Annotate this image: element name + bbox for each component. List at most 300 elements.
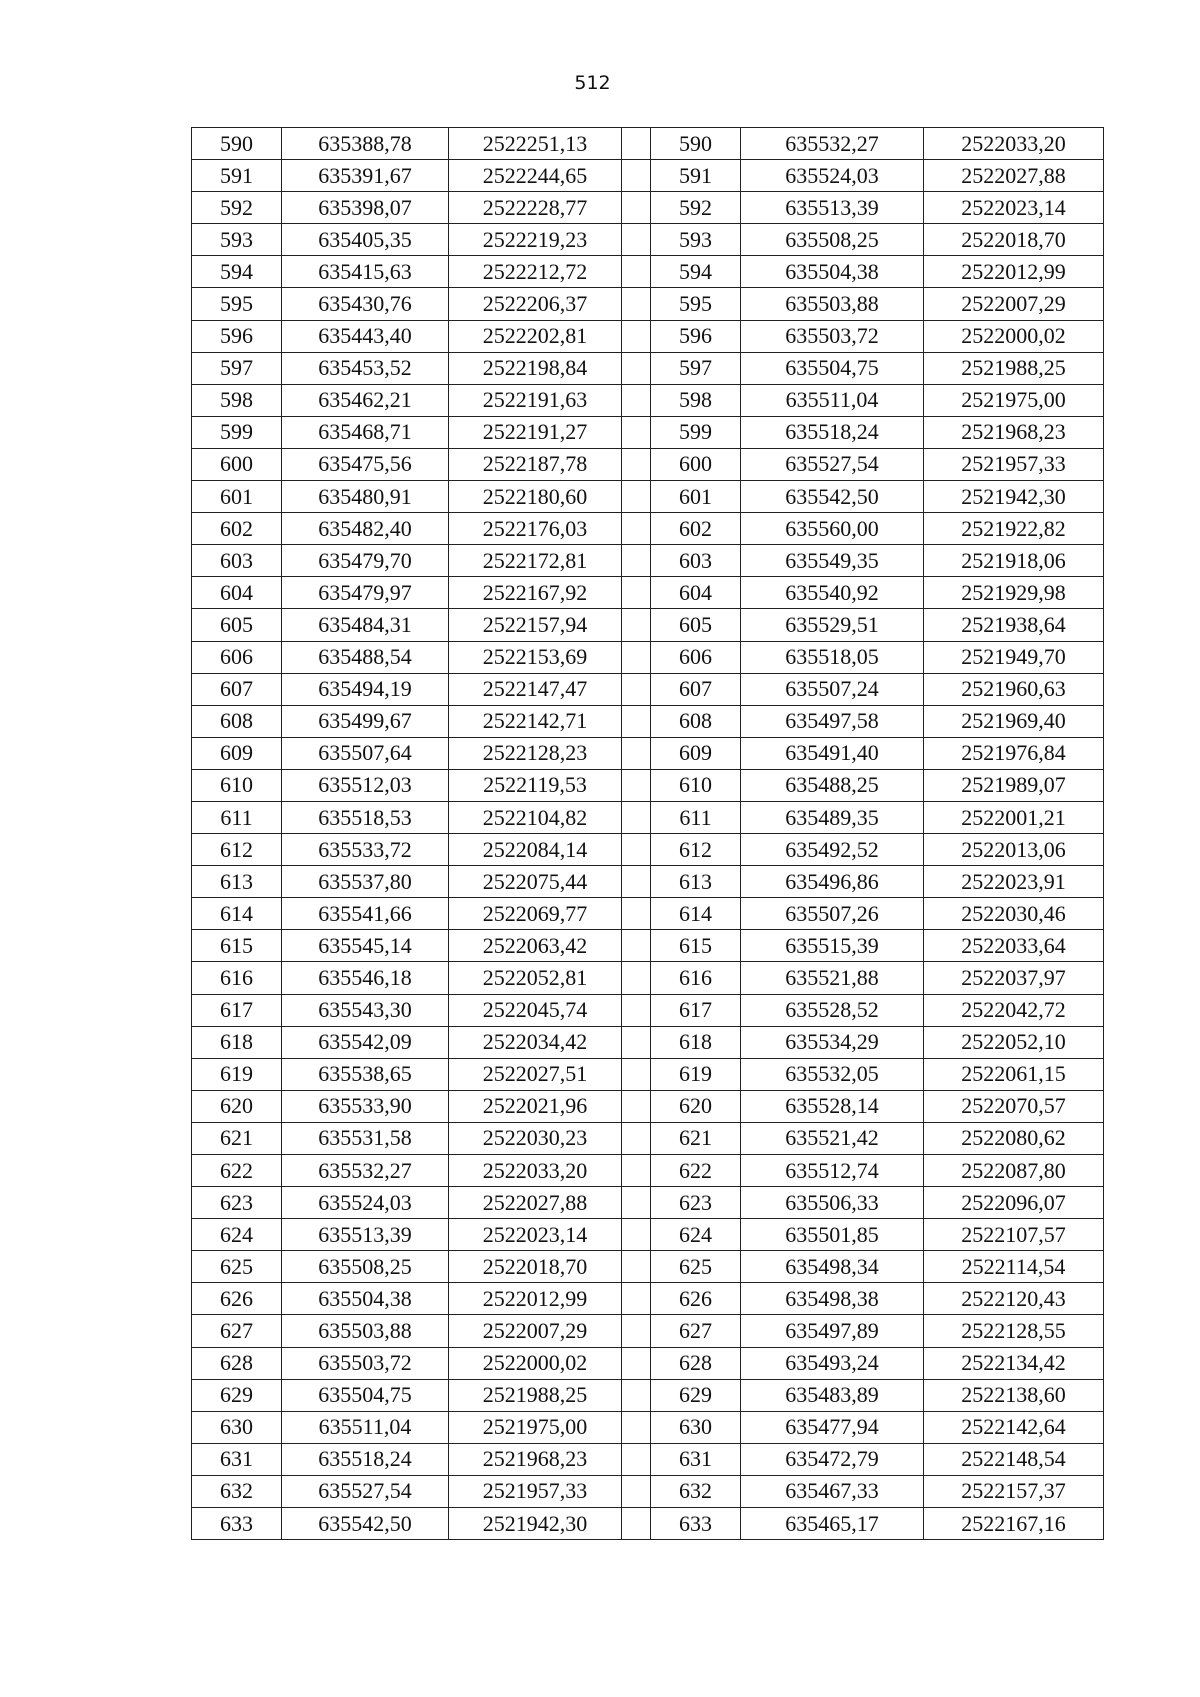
point-number-left-cell: 600 [192, 448, 282, 480]
point-number-left-cell: 633 [192, 1508, 282, 1540]
separator-cell [622, 352, 651, 384]
point-number-left-cell: 618 [192, 1026, 282, 1058]
table-row [192, 1058, 1104, 1090]
x-coordinate-right-cell: 635527,54 [741, 448, 924, 480]
x-coordinate-right-cell: 635529,51 [741, 609, 924, 641]
point-number-right-cell: 624 [651, 1219, 741, 1251]
y-coordinate-right-cell: 2522070,57 [924, 1090, 1104, 1122]
separator-cell [622, 1122, 651, 1154]
x-coordinate-right-cell: 635508,25 [741, 224, 924, 256]
y-coordinate-left-cell: 2522172,81 [449, 545, 622, 577]
separator-cell [622, 160, 651, 192]
point-number-right-cell: 615 [651, 930, 741, 962]
separator-cell [622, 128, 651, 160]
point-number-left-cell: 615 [192, 930, 282, 962]
x-coordinate-left-cell: 635527,54 [282, 1475, 449, 1507]
point-number-right-cell: 616 [651, 962, 741, 994]
x-coordinate-right-cell: 635491,40 [741, 737, 924, 769]
table-row [192, 352, 1104, 384]
y-coordinate-left-cell: 2522206,37 [449, 288, 622, 320]
point-number-right-cell: 594 [651, 256, 741, 288]
x-coordinate-left-cell: 635513,39 [282, 1219, 449, 1251]
x-coordinate-right-cell: 635521,88 [741, 962, 924, 994]
y-coordinate-right-cell: 2522013,06 [924, 834, 1104, 866]
x-coordinate-left-cell: 635508,25 [282, 1251, 449, 1283]
x-coordinate-left-cell: 635479,97 [282, 577, 449, 609]
x-coordinate-right-cell: 635532,05 [741, 1058, 924, 1090]
x-coordinate-right-cell: 635512,74 [741, 1155, 924, 1187]
separator-cell [622, 545, 651, 577]
x-coordinate-left-cell: 635475,56 [282, 448, 449, 480]
separator-cell [622, 1155, 651, 1187]
table-row [192, 320, 1104, 352]
table-row [192, 192, 1104, 224]
x-coordinate-right-cell: 635498,34 [741, 1251, 924, 1283]
point-number-left-cell: 602 [192, 513, 282, 545]
table-row [192, 416, 1104, 448]
table-row [192, 705, 1104, 737]
y-coordinate-left-cell: 2522030,23 [449, 1122, 622, 1154]
y-coordinate-right-cell: 2521942,30 [924, 481, 1104, 513]
separator-cell [622, 1315, 651, 1347]
y-coordinate-left-cell: 2522157,94 [449, 609, 622, 641]
y-coordinate-left-cell: 2522198,84 [449, 352, 622, 384]
y-coordinate-left-cell: 2522167,92 [449, 577, 622, 609]
y-coordinate-right-cell: 2522138,60 [924, 1379, 1104, 1411]
page-number: 512 [574, 72, 611, 94]
x-coordinate-right-cell: 635504,75 [741, 352, 924, 384]
x-coordinate-left-cell: 635511,04 [282, 1411, 449, 1443]
point-number-left-cell: 612 [192, 834, 282, 866]
separator-cell [622, 577, 651, 609]
y-coordinate-left-cell: 2522191,63 [449, 384, 622, 416]
x-coordinate-left-cell: 635503,72 [282, 1347, 449, 1379]
x-coordinate-right-cell: 635503,72 [741, 320, 924, 352]
x-coordinate-left-cell: 635443,40 [282, 320, 449, 352]
y-coordinate-right-cell: 2521968,23 [924, 416, 1104, 448]
x-coordinate-left-cell: 635480,91 [282, 481, 449, 513]
point-number-right-cell: 593 [651, 224, 741, 256]
point-number-left-cell: 620 [192, 1090, 282, 1122]
x-coordinate-left-cell: 635542,50 [282, 1508, 449, 1540]
x-coordinate-right-cell: 635511,04 [741, 384, 924, 416]
point-number-right-cell: 619 [651, 1058, 741, 1090]
table-row [192, 577, 1104, 609]
x-coordinate-right-cell: 635493,24 [741, 1347, 924, 1379]
x-coordinate-left-cell: 635462,21 [282, 384, 449, 416]
separator-cell [622, 930, 651, 962]
point-number-left-cell: 597 [192, 352, 282, 384]
y-coordinate-left-cell: 2522075,44 [449, 866, 622, 898]
separator-cell [622, 224, 651, 256]
table-row [192, 384, 1104, 416]
y-coordinate-right-cell: 2522033,20 [924, 128, 1104, 160]
point-number-left-cell: 592 [192, 192, 282, 224]
x-coordinate-left-cell: 635388,78 [282, 128, 449, 160]
separator-cell [622, 994, 651, 1026]
point-number-right-cell: 628 [651, 1347, 741, 1379]
point-number-right-cell: 620 [651, 1090, 741, 1122]
x-coordinate-right-cell: 635532,27 [741, 128, 924, 160]
y-coordinate-right-cell: 2522142,64 [924, 1411, 1104, 1443]
point-number-right-cell: 608 [651, 705, 741, 737]
y-coordinate-left-cell: 2522251,13 [449, 128, 622, 160]
x-coordinate-left-cell: 635479,70 [282, 545, 449, 577]
point-number-left-cell: 630 [192, 1411, 282, 1443]
y-coordinate-left-cell: 2521957,33 [449, 1475, 622, 1507]
point-number-left-cell: 625 [192, 1251, 282, 1283]
x-coordinate-right-cell: 635515,39 [741, 930, 924, 962]
point-number-right-cell: 625 [651, 1251, 741, 1283]
table-row [192, 930, 1104, 962]
point-number-right-cell: 598 [651, 384, 741, 416]
x-coordinate-right-cell: 635465,17 [741, 1508, 924, 1540]
y-coordinate-left-cell: 2522119,53 [449, 769, 622, 801]
x-coordinate-right-cell: 635518,24 [741, 416, 924, 448]
x-coordinate-right-cell: 635507,24 [741, 673, 924, 705]
point-number-left-cell: 622 [192, 1155, 282, 1187]
y-coordinate-right-cell: 2522148,54 [924, 1443, 1104, 1475]
separator-cell [622, 416, 651, 448]
x-coordinate-right-cell: 635501,85 [741, 1219, 924, 1251]
point-number-left-cell: 596 [192, 320, 282, 352]
table-row [192, 994, 1104, 1026]
separator-cell [622, 834, 651, 866]
x-coordinate-right-cell: 635534,29 [741, 1026, 924, 1058]
y-coordinate-right-cell: 2521938,64 [924, 609, 1104, 641]
separator-cell [622, 801, 651, 833]
x-coordinate-left-cell: 635488,54 [282, 641, 449, 673]
x-coordinate-right-cell: 635507,26 [741, 898, 924, 930]
x-coordinate-left-cell: 635391,67 [282, 160, 449, 192]
table-row [192, 448, 1104, 480]
point-number-left-cell: 623 [192, 1187, 282, 1219]
y-coordinate-right-cell: 2522096,07 [924, 1187, 1104, 1219]
table-row [192, 962, 1104, 994]
y-coordinate-right-cell: 2522128,55 [924, 1315, 1104, 1347]
point-number-left-cell: 607 [192, 673, 282, 705]
point-number-left-cell: 614 [192, 898, 282, 930]
x-coordinate-left-cell: 635542,09 [282, 1026, 449, 1058]
x-coordinate-left-cell: 635524,03 [282, 1187, 449, 1219]
table-row [192, 898, 1104, 930]
y-coordinate-left-cell: 2522187,78 [449, 448, 622, 480]
y-coordinate-right-cell: 2522012,99 [924, 256, 1104, 288]
point-number-right-cell: 601 [651, 481, 741, 513]
y-coordinate-right-cell: 2521969,40 [924, 705, 1104, 737]
y-coordinate-right-cell: 2522033,64 [924, 930, 1104, 962]
table-row [192, 160, 1104, 192]
x-coordinate-right-cell: 635488,25 [741, 769, 924, 801]
y-coordinate-left-cell: 2522018,70 [449, 1251, 622, 1283]
x-coordinate-right-cell: 635513,39 [741, 192, 924, 224]
table-row [192, 737, 1104, 769]
point-number-left-cell: 606 [192, 641, 282, 673]
point-number-left-cell: 619 [192, 1058, 282, 1090]
y-coordinate-left-cell: 2522063,42 [449, 930, 622, 962]
point-number-left-cell: 617 [192, 994, 282, 1026]
point-number-left-cell: 601 [192, 481, 282, 513]
y-coordinate-left-cell: 2522128,23 [449, 737, 622, 769]
table-row [192, 1090, 1104, 1122]
point-number-right-cell: 591 [651, 160, 741, 192]
point-number-left-cell: 629 [192, 1379, 282, 1411]
y-coordinate-left-cell: 2522176,03 [449, 513, 622, 545]
y-coordinate-left-cell: 2522147,47 [449, 673, 622, 705]
y-coordinate-left-cell: 2522021,96 [449, 1090, 622, 1122]
point-number-right-cell: 627 [651, 1315, 741, 1347]
table-row [192, 1315, 1104, 1347]
table-row [192, 866, 1104, 898]
point-number-left-cell: 599 [192, 416, 282, 448]
x-coordinate-left-cell: 635504,38 [282, 1283, 449, 1315]
separator-cell [622, 1508, 651, 1540]
point-number-left-cell: 595 [192, 288, 282, 320]
y-coordinate-left-cell: 2522142,71 [449, 705, 622, 737]
separator-cell [622, 1283, 651, 1315]
x-coordinate-left-cell: 635484,31 [282, 609, 449, 641]
x-coordinate-right-cell: 635528,52 [741, 994, 924, 1026]
point-number-right-cell: 590 [651, 128, 741, 160]
point-number-right-cell: 631 [651, 1443, 741, 1475]
x-coordinate-right-cell: 635497,89 [741, 1315, 924, 1347]
separator-cell [622, 673, 651, 705]
table-row [192, 1122, 1104, 1154]
y-coordinate-left-cell: 2522045,74 [449, 994, 622, 1026]
separator-cell [622, 481, 651, 513]
y-coordinate-right-cell: 2521989,07 [924, 769, 1104, 801]
separator-cell [622, 641, 651, 673]
point-number-left-cell: 594 [192, 256, 282, 288]
x-coordinate-right-cell: 635467,33 [741, 1475, 924, 1507]
y-coordinate-right-cell: 2522080,62 [924, 1122, 1104, 1154]
point-number-left-cell: 590 [192, 128, 282, 160]
x-coordinate-right-cell: 635524,03 [741, 160, 924, 192]
point-number-left-cell: 611 [192, 801, 282, 833]
coordinates-table [191, 127, 1104, 1540]
point-number-left-cell: 624 [192, 1219, 282, 1251]
table-row [192, 224, 1104, 256]
x-coordinate-left-cell: 635499,67 [282, 705, 449, 737]
y-coordinate-right-cell: 2521929,98 [924, 577, 1104, 609]
x-coordinate-left-cell: 635518,24 [282, 1443, 449, 1475]
y-coordinate-right-cell: 2521960,63 [924, 673, 1104, 705]
y-coordinate-right-cell: 2522023,14 [924, 192, 1104, 224]
x-coordinate-left-cell: 635533,72 [282, 834, 449, 866]
x-coordinate-left-cell: 635507,64 [282, 737, 449, 769]
y-coordinate-right-cell: 2521949,70 [924, 641, 1104, 673]
x-coordinate-left-cell: 635545,14 [282, 930, 449, 962]
table-row [192, 641, 1104, 673]
separator-cell [622, 737, 651, 769]
y-coordinate-right-cell: 2522114,54 [924, 1251, 1104, 1283]
point-number-right-cell: 623 [651, 1187, 741, 1219]
x-coordinate-left-cell: 635453,52 [282, 352, 449, 384]
y-coordinate-left-cell: 2522007,29 [449, 1315, 622, 1347]
separator-cell [622, 1026, 651, 1058]
x-coordinate-right-cell: 635560,00 [741, 513, 924, 545]
x-coordinate-left-cell: 635512,03 [282, 769, 449, 801]
table-row [192, 128, 1104, 160]
point-number-right-cell: 621 [651, 1122, 741, 1154]
point-number-right-cell: 592 [651, 192, 741, 224]
x-coordinate-right-cell: 635477,94 [741, 1411, 924, 1443]
x-coordinate-left-cell: 635398,07 [282, 192, 449, 224]
y-coordinate-right-cell: 2522157,37 [924, 1475, 1104, 1507]
y-coordinate-left-cell: 2522034,42 [449, 1026, 622, 1058]
point-number-right-cell: 622 [651, 1155, 741, 1187]
point-number-right-cell: 604 [651, 577, 741, 609]
x-coordinate-left-cell: 635541,66 [282, 898, 449, 930]
y-coordinate-right-cell: 2522167,16 [924, 1508, 1104, 1540]
y-coordinate-right-cell: 2522061,15 [924, 1058, 1104, 1090]
point-number-right-cell: 606 [651, 641, 741, 673]
separator-cell [622, 320, 651, 352]
separator-cell [622, 898, 651, 930]
point-number-right-cell: 597 [651, 352, 741, 384]
x-coordinate-left-cell: 635415,63 [282, 256, 449, 288]
point-number-right-cell: 605 [651, 609, 741, 641]
separator-cell [622, 256, 651, 288]
x-coordinate-left-cell: 635430,76 [282, 288, 449, 320]
x-coordinate-right-cell: 635504,38 [741, 256, 924, 288]
y-coordinate-left-cell: 2522012,99 [449, 1283, 622, 1315]
separator-cell [622, 1219, 651, 1251]
point-number-right-cell: 611 [651, 801, 741, 833]
x-coordinate-right-cell: 635542,50 [741, 481, 924, 513]
x-coordinate-left-cell: 635482,40 [282, 513, 449, 545]
y-coordinate-right-cell: 2522052,10 [924, 1026, 1104, 1058]
x-coordinate-right-cell: 635518,05 [741, 641, 924, 673]
separator-cell [622, 1058, 651, 1090]
table-row [192, 1379, 1104, 1411]
point-number-right-cell: 600 [651, 448, 741, 480]
point-number-right-cell: 626 [651, 1283, 741, 1315]
x-coordinate-left-cell: 635494,19 [282, 673, 449, 705]
point-number-left-cell: 593 [192, 224, 282, 256]
y-coordinate-right-cell: 2522023,91 [924, 866, 1104, 898]
separator-cell [622, 609, 651, 641]
separator-cell [622, 1379, 651, 1411]
separator-cell [622, 1411, 651, 1443]
x-coordinate-left-cell: 635533,90 [282, 1090, 449, 1122]
y-coordinate-left-cell: 2522219,23 [449, 224, 622, 256]
point-number-right-cell: 595 [651, 288, 741, 320]
y-coordinate-right-cell: 2522042,72 [924, 994, 1104, 1026]
x-coordinate-right-cell: 635489,35 [741, 801, 924, 833]
y-coordinate-left-cell: 2522180,60 [449, 481, 622, 513]
table-row [192, 1219, 1104, 1251]
point-number-left-cell: 591 [192, 160, 282, 192]
separator-cell [622, 1090, 651, 1122]
x-coordinate-left-cell: 635537,80 [282, 866, 449, 898]
y-coordinate-left-cell: 2522153,69 [449, 641, 622, 673]
point-number-left-cell: 627 [192, 1315, 282, 1347]
x-coordinate-left-cell: 635546,18 [282, 962, 449, 994]
point-number-right-cell: 613 [651, 866, 741, 898]
x-coordinate-left-cell: 635503,88 [282, 1315, 449, 1347]
point-number-left-cell: 631 [192, 1443, 282, 1475]
x-coordinate-left-cell: 635543,30 [282, 994, 449, 1026]
point-number-left-cell: 605 [192, 609, 282, 641]
y-coordinate-left-cell: 2521968,23 [449, 1443, 622, 1475]
y-coordinate-right-cell: 2522018,70 [924, 224, 1104, 256]
point-number-left-cell: 632 [192, 1475, 282, 1507]
x-coordinate-left-cell: 635468,71 [282, 416, 449, 448]
point-number-right-cell: 632 [651, 1475, 741, 1507]
separator-cell [622, 962, 651, 994]
y-coordinate-right-cell: 2522027,88 [924, 160, 1104, 192]
point-number-right-cell: 602 [651, 513, 741, 545]
x-coordinate-left-cell: 635504,75 [282, 1379, 449, 1411]
y-coordinate-left-cell: 2522212,72 [449, 256, 622, 288]
y-coordinate-left-cell: 2522027,88 [449, 1187, 622, 1219]
point-number-left-cell: 610 [192, 769, 282, 801]
table-row [192, 1251, 1104, 1283]
separator-cell [622, 866, 651, 898]
table-row [192, 1283, 1104, 1315]
y-coordinate-left-cell: 2522202,81 [449, 320, 622, 352]
point-number-right-cell: 607 [651, 673, 741, 705]
separator-cell [622, 192, 651, 224]
point-number-right-cell: 610 [651, 769, 741, 801]
y-coordinate-right-cell: 2522107,57 [924, 1219, 1104, 1251]
table-row [192, 673, 1104, 705]
table-row [192, 801, 1104, 833]
y-coordinate-right-cell: 2522000,02 [924, 320, 1104, 352]
separator-cell [622, 705, 651, 737]
y-coordinate-right-cell: 2521975,00 [924, 384, 1104, 416]
separator-cell [622, 288, 651, 320]
x-coordinate-right-cell: 635503,88 [741, 288, 924, 320]
point-number-left-cell: 621 [192, 1122, 282, 1154]
x-coordinate-left-cell: 635538,65 [282, 1058, 449, 1090]
point-number-right-cell: 617 [651, 994, 741, 1026]
point-number-left-cell: 628 [192, 1347, 282, 1379]
x-coordinate-right-cell: 635528,14 [741, 1090, 924, 1122]
table-row [192, 1347, 1104, 1379]
table-row [192, 1026, 1104, 1058]
point-number-right-cell: 618 [651, 1026, 741, 1058]
x-coordinate-left-cell: 635531,58 [282, 1122, 449, 1154]
y-coordinate-left-cell: 2522069,77 [449, 898, 622, 930]
y-coordinate-right-cell: 2521976,84 [924, 737, 1104, 769]
table-row [192, 256, 1104, 288]
separator-cell [622, 1187, 651, 1219]
y-coordinate-left-cell: 2521942,30 [449, 1508, 622, 1540]
table-row [192, 769, 1104, 801]
table-row [192, 609, 1104, 641]
table-row [192, 481, 1104, 513]
separator-cell [622, 769, 651, 801]
y-coordinate-left-cell: 2522027,51 [449, 1058, 622, 1090]
y-coordinate-left-cell: 2521988,25 [449, 1379, 622, 1411]
table-row [192, 1155, 1104, 1187]
y-coordinate-left-cell: 2522052,81 [449, 962, 622, 994]
y-coordinate-right-cell: 2522030,46 [924, 898, 1104, 930]
x-coordinate-right-cell: 635540,92 [741, 577, 924, 609]
y-coordinate-left-cell: 2522191,27 [449, 416, 622, 448]
point-number-right-cell: 603 [651, 545, 741, 577]
point-number-left-cell: 604 [192, 577, 282, 609]
point-number-right-cell: 629 [651, 1379, 741, 1411]
point-number-left-cell: 608 [192, 705, 282, 737]
point-number-right-cell: 612 [651, 834, 741, 866]
table-row [192, 545, 1104, 577]
point-number-left-cell: 616 [192, 962, 282, 994]
table-row [192, 1508, 1104, 1540]
separator-cell [622, 513, 651, 545]
